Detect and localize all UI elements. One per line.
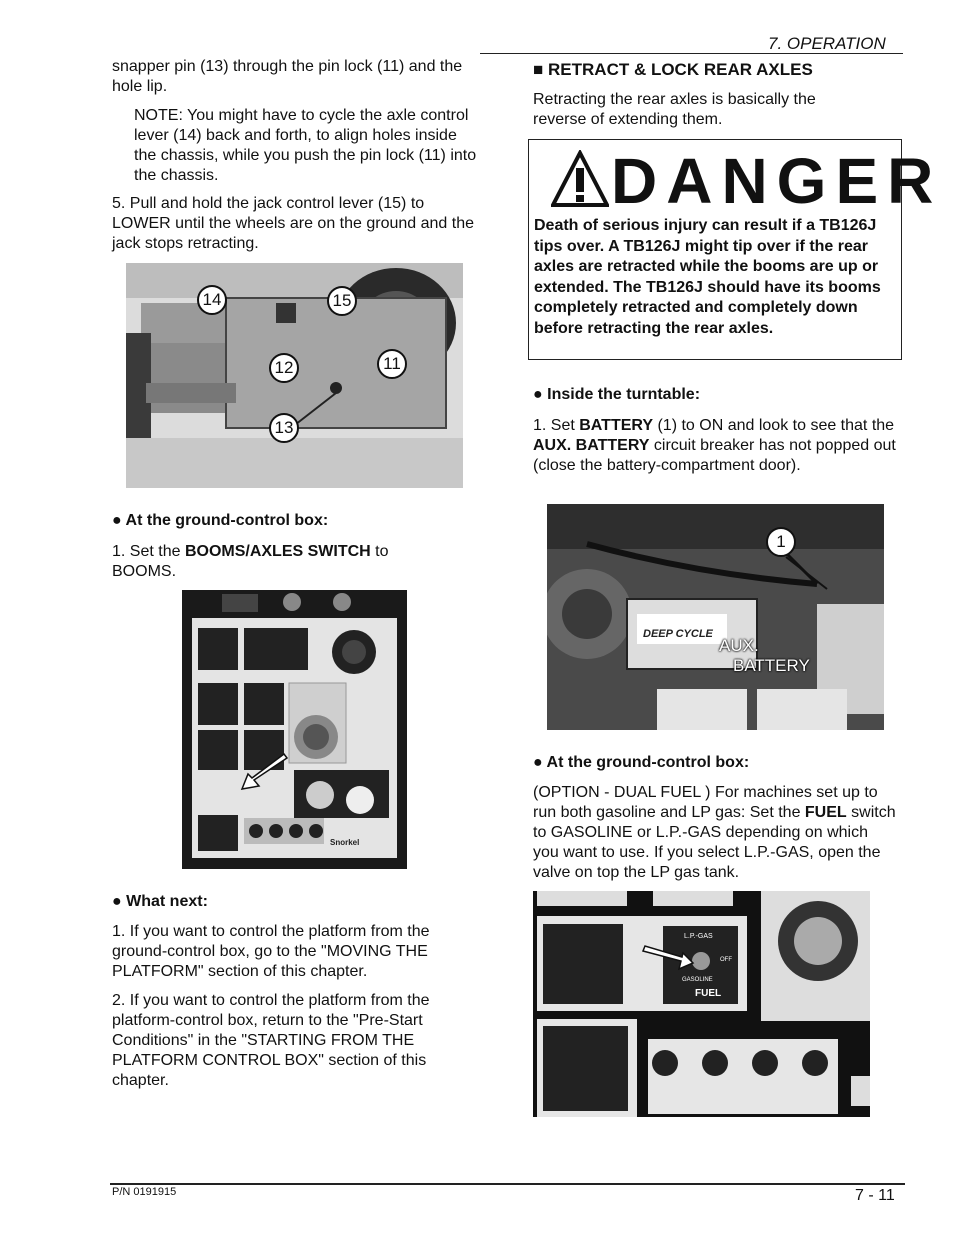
bullet-dot-icon: ● (533, 386, 543, 403)
gasoline-label: GASOLINE (682, 977, 713, 983)
callout-11: 11 (377, 349, 407, 379)
what-next-2: 2. If you want to control the platform from the platform-control box, return to the "Pre-Start Conditions" in the "STARTING FROM THE PLATFORM CONTROL BOX" section of this chapter. (112, 992, 430, 1089)
bullet-label: At the ground-control box: (546, 754, 750, 771)
callout-1: 1 (766, 527, 796, 557)
callout-13: 13 (269, 413, 299, 443)
section-header: 7. OPERATION (768, 34, 886, 53)
note-paragraph: NOTE: You might have to cycle the axle control lever (14) back and forth, to align holes inside the chassis, while you push the pin lock (11) into the chassis. (134, 107, 477, 184)
bullet-inside-turntable (533, 386, 700, 404)
what-next-1: 1. If you want to control the platform from the ground-control box, go to the "MOVING THE PLATFORM" section of this chapter. (112, 923, 430, 980)
off-label: OFF (720, 957, 732, 963)
panel-brand-label: Snorkel (330, 838, 360, 847)
turntable-step-1: 1. Set BATTERY (1) to ON and look to see that the AUX. BATTERY circuit breaker has not popped out (close the battery-compartment door). (533, 417, 896, 474)
footer-rule (110, 1183, 905, 1185)
bullet-label: What next: (126, 893, 208, 910)
step-1-paragraph: 1. Set the BOOMS/AXLES SWITCH to BOOMS. (112, 543, 389, 580)
callout-12: 12 (269, 353, 299, 383)
bullet-ground-control-box (112, 512, 328, 530)
paragraph-snapper: snapper pin (13) through the pin lock (11) and the hole lip. (112, 58, 463, 95)
bullet-dot-icon: ● (112, 893, 122, 910)
ground-control-panel-photo (182, 590, 407, 869)
battery-label: BATTERY (733, 656, 810, 675)
fuel-label: FUEL (695, 988, 722, 999)
bullet-label: At the ground-control box: (125, 512, 329, 529)
callout-14: 14 (197, 285, 227, 315)
fuel-switch-panel-photo (533, 891, 870, 1117)
danger-word: DANGER (611, 145, 943, 217)
square-bullet-icon: ■ (533, 60, 544, 79)
danger-box (528, 139, 943, 360)
retract-intro: Retracting the rear axles is basically the reverse of extending them. (533, 91, 816, 128)
callout-15: 15 (327, 286, 357, 316)
page-number: 7 - 11 (855, 1187, 895, 1204)
lp-gas-label: L.P.-GAS (684, 933, 713, 940)
header-rule (480, 53, 903, 54)
bullet-what-next (112, 893, 208, 911)
dual-fuel-paragraph: (OPTION - DUAL FUEL ) For machines set up to run both gasoline and LP gas: Set the FUEL switch to GASOLINE or L.P.-GAS depending on which you want to use. If you select L.P.-GAS, open the valve on top the LP gas tank. (533, 784, 896, 881)
bullet-label: Inside the turntable: (547, 386, 701, 403)
step-5-paragraph: 5. Pull and hold the jack control lever (15) to LOWER until the wheels are on the ground and the jack stops retracting. (112, 195, 474, 252)
warning-triangle-icon (551, 150, 609, 208)
bullet-dot-icon: ● (533, 754, 543, 771)
bullet-ground-control-box-2 (533, 754, 749, 772)
aux-label: AUX. (719, 636, 759, 655)
battery-brand-label: DEEP CYCLE (643, 628, 713, 640)
bullet-dot-icon: ● (112, 512, 122, 529)
battery-compartment-photo (547, 504, 884, 730)
part-number: P/N 0191915 (112, 1186, 177, 1198)
section-title: ■ RETRACT & LOCK REAR AXLES (533, 60, 813, 79)
danger-text: Death of serious injury can result if a TB126J tips over. A TB126J might tip over if the rear axles are retracted while the booms are up or extended. The TB126J should have its booms completely retracted and completely down before retracting the rear axles. (534, 217, 881, 337)
axle-chassis-photo (126, 263, 463, 488)
